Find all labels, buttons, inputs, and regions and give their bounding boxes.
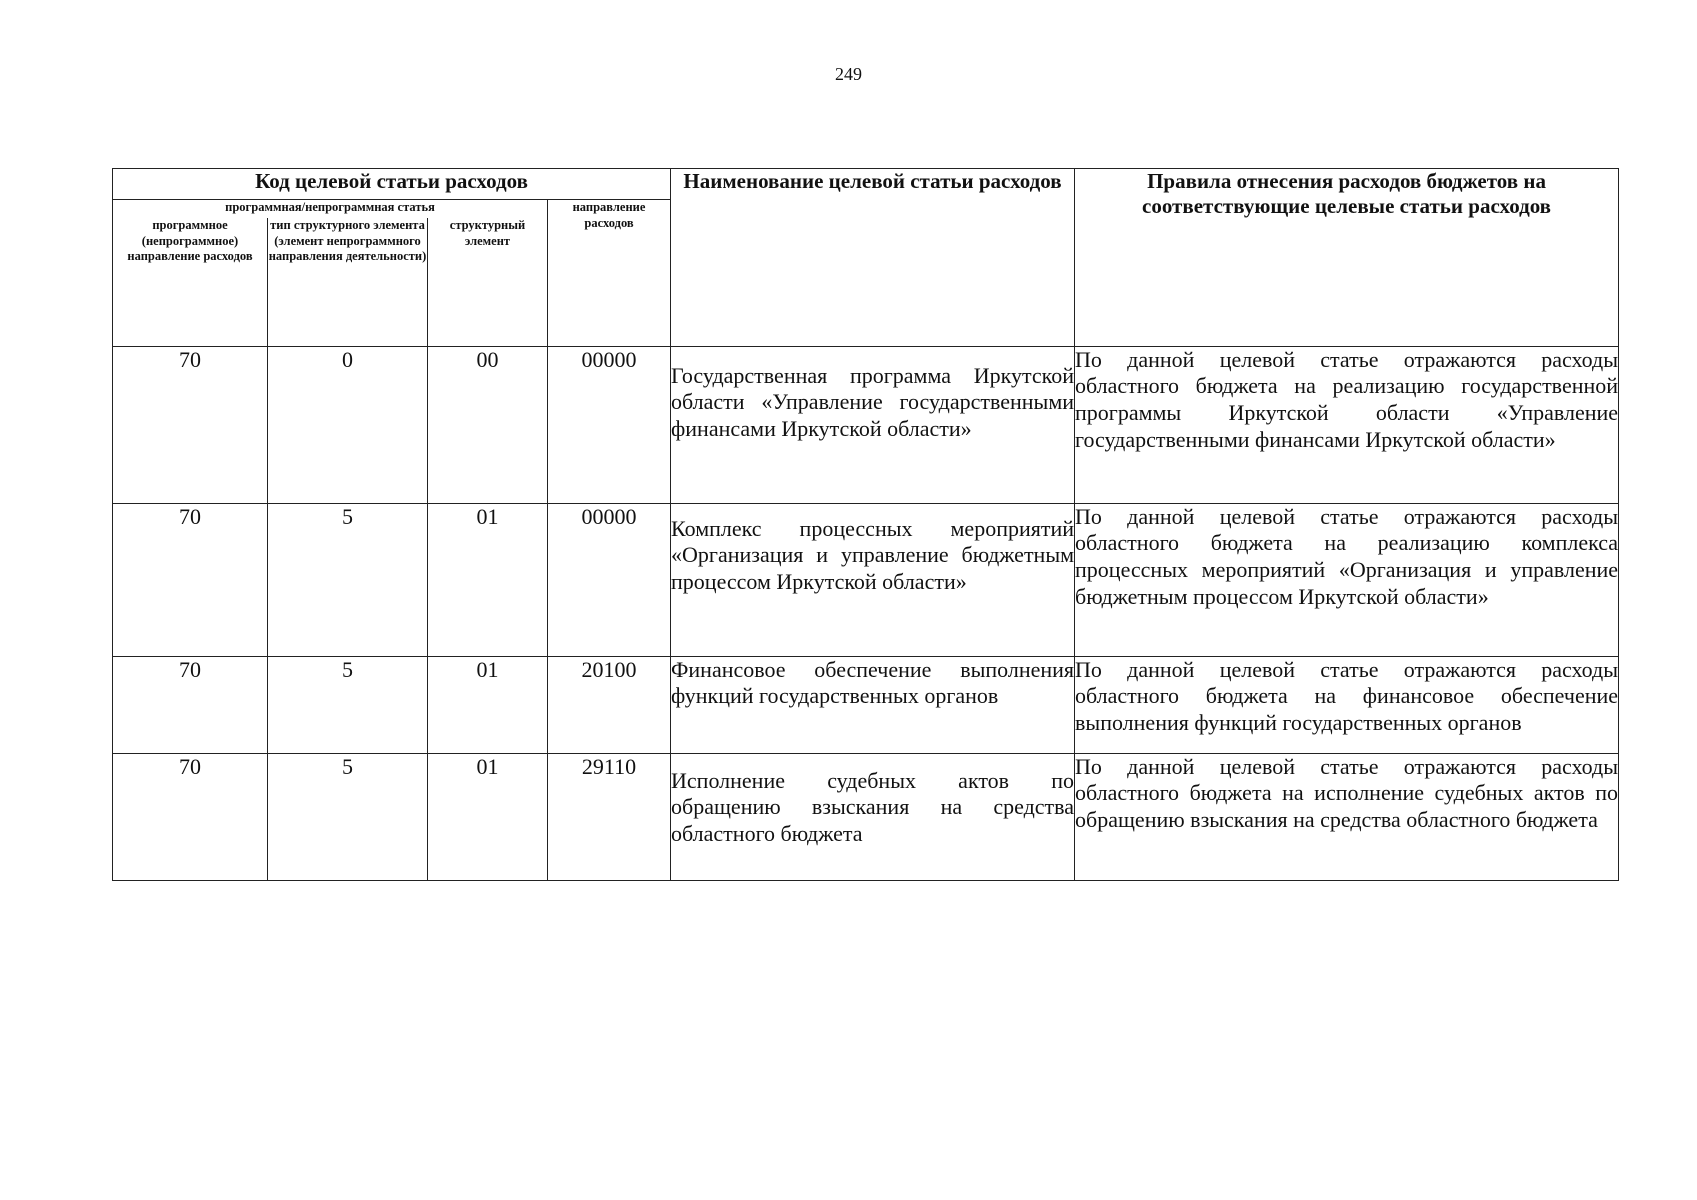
type-code-cell: 5: [268, 753, 428, 880]
program-code-cell: 70: [113, 656, 268, 753]
name-cell: Комплекс процессных мероприятий «Организация и управление бюджетным процессом Иркутской области»: [671, 503, 1075, 656]
header-row-1: [113, 169, 1619, 200]
structural-type-header: тип структурного элемента (элемент непрограммного направления деятельности): [268, 218, 428, 346]
rule-cell: По данной целевой статье отражаются расходы областного бюджета на реализацию комплекса процессных мероприятий «Организация и управление бюджетным процессом Иркутской области»: [1075, 503, 1619, 656]
element-code-cell: 00: [428, 346, 548, 503]
rule-cell: По данной целевой статье отражаются расходы областного бюджета на исполнение судебных актов по обращению взыскания на средства областного бюджета: [1075, 753, 1619, 880]
name-cell: Исполнение судебных актов по обращению взыскания на средства областного бюджета: [671, 753, 1075, 880]
element-code-cell: 01: [428, 656, 548, 753]
name-cell: Государственная программа Иркутской области «Управление государственными финансами Иркутской области»: [671, 346, 1075, 503]
table-row: [113, 346, 1619, 503]
page-number: 249: [835, 64, 862, 84]
type-code-cell: 0: [268, 346, 428, 503]
element-code-cell: 01: [428, 503, 548, 656]
table-row: [113, 656, 1619, 753]
program-article-header: программная/непрограммная статья: [113, 200, 548, 219]
rule-cell: По данной целевой статье отражаются расходы областного бюджета на реализацию государственной программы Иркутской области «Управление государственными финансами Иркутской области»: [1075, 346, 1619, 503]
rule-cell: По данной целевой статье отражаются расходы областного бюджета на финансовое обеспечение выполнения функций государственных органов: [1075, 656, 1619, 753]
type-code-cell: 5: [268, 656, 428, 753]
direction-code-cell: 29110: [548, 753, 671, 880]
type-code-cell: 5: [268, 503, 428, 656]
direction-code-cell: 00000: [548, 346, 671, 503]
code-title-header: Код целевой статьи расходов: [113, 169, 671, 200]
element-code-cell: 01: [428, 753, 548, 880]
program-code-cell: 70: [113, 346, 268, 503]
structural-element-header: структурный элемент: [428, 218, 548, 346]
name-cell: Финансовое обеспечение выполнения функций государственных органов: [671, 656, 1075, 753]
rules-header: Правила отнесения расходов бюджетов на соответствующие целевые статьи расходов: [1075, 169, 1619, 347]
direction-code-cell: 20100: [548, 656, 671, 753]
table-row: [113, 503, 1619, 656]
program-code-cell: 70: [113, 753, 268, 880]
direction-code-cell: 00000: [548, 503, 671, 656]
program-code-cell: 70: [113, 503, 268, 656]
budget-classification-table: [112, 168, 1619, 881]
table-row: [113, 753, 1619, 880]
name-header: Наименование целевой статьи расходов: [671, 169, 1075, 347]
program-direction-header: программное (непрограммное) направление расходов: [113, 218, 268, 346]
direction-header: направление расходов: [548, 200, 671, 347]
